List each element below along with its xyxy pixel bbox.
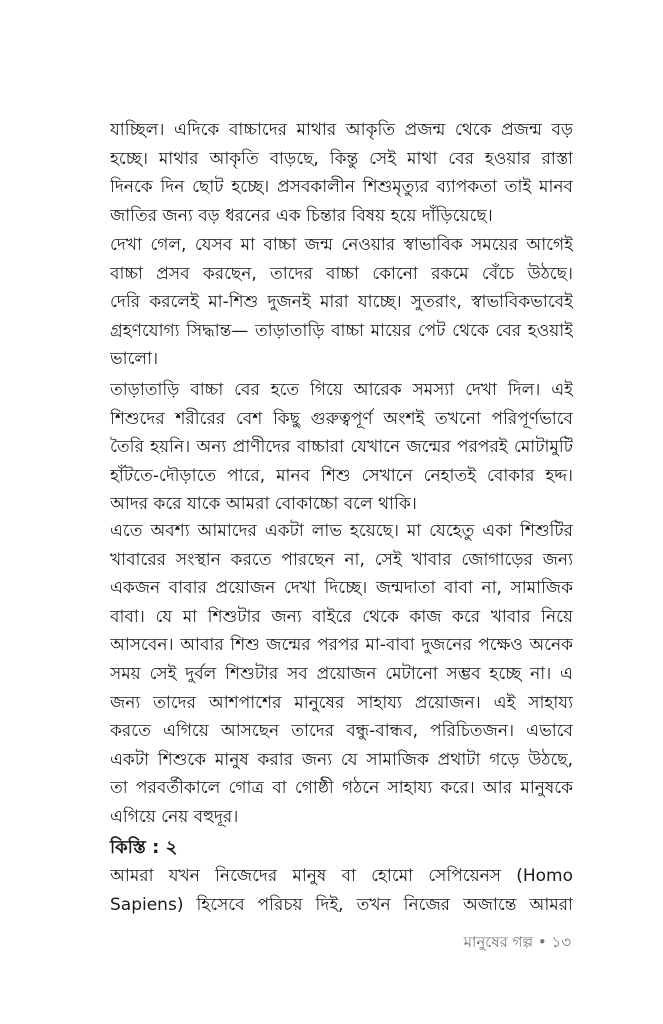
text-line: করতে এগিয়ে আসছেন তাদের বন্ধু-বান্ধব, পরিচিতজন। এভাবে [110,721,573,742]
text-line: দিনকে দিন ছোট হচ্ছে। প্রসবকালীন শিশুমৃত্যুর ব্যাপকতা তাই মানব [110,177,573,198]
text-line: খাবারের সংস্থান করতে পারছেন না, সেই খাবার জোগাড়ের জন্য [110,549,573,570]
page-footer: মানুষের গল্প • ১৩ [463,933,571,951]
text-line: জন্য তাদের আশপাশের মানুষের সাহায্য প্রয়োজন। এই সাহায্য [110,692,573,713]
paragraph-1 [110,116,573,230]
text-line: Sapiens) হিসেবে পরিচয় দিই, তখন নিজের অজান্তে আমরা [110,894,573,915]
text-line: হাঁটতে-দৌড়াতে পারে, মানব শিশু সেখানে নেহাতই বোকার হদ্দ। [110,465,573,486]
section-heading: কিস্তি : ২ [110,837,178,858]
paragraph-4 [110,517,573,832]
text-line: তৈরি হয়নি। অন্য প্রাণীদের বাচ্চারা যেখানে জন্মের পরপরই মোটামুটি [110,437,573,458]
text-line: দেরি করলেই মা-শিশু দুজনই মারা যাচ্ছে। সুতরাং, স্বাভাবিকভাবেই [110,292,573,313]
text-line: দেখা গেল, যেসব মা বাচ্চা জন্ম নেওয়ার স্বাভাবিক সময়ের আগেই [110,235,573,255]
text-line: বাচ্চা প্রসব করছেন, তাদের বাচ্চা কোনো রকমে বেঁচে উঠছে। [110,263,573,284]
paragraph-3 [110,376,573,519]
text-line: এগিয়ে নেয় বহুদূর। [110,806,239,827]
text-line: যাচ্ছিল। এদিকে বাচ্চাদের মাথার আকৃতি প্রজন্ম থেকে প্রজন্ম বড় [110,120,573,140]
paragraph-2 [110,231,573,374]
text-line: আদর করে যাকে আমরা বোকাচ্চো বলে থাকি। [110,494,417,515]
text-line: শিশুদের শরীরের বেশ কিছু গুরুত্বপূর্ণ অংশই তখনো পরিপূর্ণভাবে [110,408,573,429]
text-line: সময় সেই দুর্বল শিশুটার সব প্রয়োজন মেটানো সম্ভব হচ্ছে না। এ [110,663,573,684]
text-line: বাবা। যে মা শিশুটার জন্য বাইরে থেকে কাজ করে খাবার নিয়ে [110,606,573,627]
text-line: আসবেন। আবার শিশু জন্মের পরপর মা-বাবা দুজনের পক্ষেও অনেক [110,635,573,656]
text-line: আমরা যখন নিজেদের মানুষ বা হোমো সেপিয়েনস (Homo [110,866,573,886]
text-line: হচ্ছে। মাথার আকৃতি বাড়ছে, কিন্তু সেই মাথা বের হওয়ার রাস্তা [110,148,573,169]
text-line: ভালো। [110,349,159,370]
text-line: জাতির জন্য বড় ধরনের এক চিন্তার বিষয় হয়ে দাঁড়িয়েছে। [110,205,493,226]
paragraph-5 [110,862,573,919]
text-line: একটা শিশুকে মানুষ করার জন্য যে সামাজিক প্রথাটা গড়ে উঠছে, [110,749,573,770]
text-line: এতে অবশ্য আমাদের একটা লাভ হয়েছে। মা যেহেতু একা শিশুটির [110,521,573,541]
text-line: তা পরবর্তীকালে গোত্র বা গোষ্ঠী গঠনে সাহায্য করে। আর মানুষকে [110,778,573,799]
text-line: তাড়াতাড়ি বাচ্চা বের হতে গিয়ে আরেক সমস্যা দেখা দিল। এই [110,380,573,400]
text-line: একজন বাবার প্রয়োজন দেখা দিচ্ছে। জন্মদাতা বাবা না, সামাজিক [110,578,573,599]
text-line: গ্রহণযোগ্য সিদ্ধান্ত— তাড়াতাড়ি বাচ্চা মায়ের পেট থেকে বের হওয়াই [110,320,573,341]
